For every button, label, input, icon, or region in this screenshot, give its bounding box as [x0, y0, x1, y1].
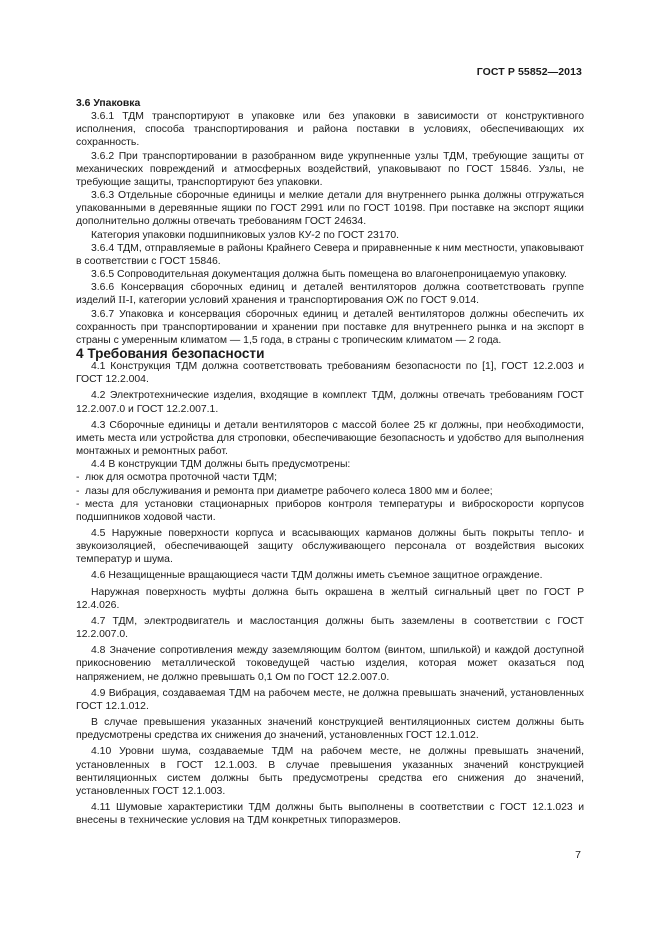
paragraph-4-11: 4.11 Шумовые характеристики ТДМ должны быть выполнены в соответствии с ГОСТ 12.1.023 и внесены в технические условия на ТДМ конкретных типоразмеров.	[76, 801, 584, 827]
paragraph-4-2: 4.2 Электротехнические изделия, входящие в комплект ТДМ, должны отвечать требованиям ГОСТ 12.2.007.0 и ГОСТ 12.2.007.1.	[76, 390, 584, 415]
paragraph-4-8: 4.8 Значение сопротивления между заземляющим болтом (винтом, шпилькой) и каждой доступной прикосновению металлической токоведущей частью изделия, которая может оказаться под напряжением, не должно превышать 0,1 Ом по ГОСТ 12.2.007.0.	[76, 645, 584, 683]
page-number: 7	[575, 849, 581, 861]
paragraph-3-6-7: 3.6.7 Упаковка и консервация сборочных единиц и деталей вентиляторов должны обеспечить их сохранность при транспортировании и хранении при поставке для внутреннего рынка и на экспорт в страны с умеренным климатом — 1,5 года, в страны с тропическим климатом — 2 года.	[76, 308, 584, 346]
list-marker: -	[76, 472, 80, 484]
paragraph-4-10: 4.10 Уровни шума, создаваемые ТДМ на рабочем месте, не должны превышать значений, установленных в ГОСТ 12.1.003. В случае превышения указанных значений конструкцией вентиляционных систем должны быть предусмотрены средства его снижения до значений, установленных ГОСТ 12.1.003.	[76, 746, 584, 797]
paragraph-4-4: 4.4 В конструкции ТДМ должны быть предусмотрены:	[91, 459, 351, 471]
list-marker: -	[76, 485, 80, 497]
list-item: - места для установки стационарных приборов контроля температуры и виброскорости корпусов подшипников ходовой части.	[76, 498, 584, 523]
paragraph-4-3: 4.3 Сборочные единицы и детали вентиляторов с массой более 25 кг должны, при необходимости, иметь места или устройства для строповки, обеспечивающие безопасность и удобство для выполнения монтажных и ремонтных работ.	[76, 419, 584, 458]
paragraph-4-7: 4.7 ТДМ, электродвигатель и маслостанция должны быть заземлены в соответствии с ГОСТ 12.2.007.0.	[76, 615, 584, 641]
list-item: - лазы для обслуживания и ремонта при диаметре рабочего колеса 1800 мм и более;	[76, 485, 493, 497]
page-content	[76, 97, 584, 827]
paragraph-3-6-4: 3.6.4 ТДМ, отправляемые в районы Крайнего Севера и приравненные к ним местности, упаковывают в соответствии с ГОСТ 15846.	[76, 242, 584, 267]
product-group-roman: II-I	[118, 294, 134, 307]
paragraph-4-5: 4.5 Наружные поверхности корпуса и всасывающих карманов должны быть покрыты тепло- и звукоизоляцией, обеспечивающей защиту обслуживающего персонала от воздействия высоких температур и шума.	[76, 528, 584, 566]
paragraph-3-6-3: 3.6.3 Отдельные сборочные единицы и мелкие детали для внутреннего рынка должны отгружаться упакованными в деревянные ящики по ГОСТ 2991 или по ГОСТ 10198. При поставке на экспорт ящики дополнительно должны отвечать требованиям ГОСТ 24634.	[76, 190, 584, 228]
paragraph-4-9: 4.9 Вибрация, создаваемая ТДМ на рабочем месте, не должна превышать значений, установленных ГОСТ 12.1.012.	[76, 687, 584, 712]
paragraph-3-6-2: 3.6.2 При транспортировании в разобранном виде укрупненные узлы ТДМ, требующие защиты от механических повреждений и атмосферных воздействий, упаковывают по ГОСТ 15846. Узлы, не требующие защиты, транспортируют без упаковки.	[76, 150, 584, 188]
paragraph-4-9-excess: В случае превышения указанных значений конструкцией вентиляционных систем должны быть предусмотрены средства их снижения до значений, установленных ГОСТ 12.1.012.	[76, 717, 584, 742]
paragraph-3-6-6-start: 3.6.6 Консервация сборочных единиц и деталей вентиляторов должна соответствовать группе изделий	[76, 282, 584, 307]
paragraph-3-6-6-end: , категории условий хранения и транспортирования ОЖ по ГОСТ 9.014.	[133, 295, 480, 307]
document-code: ГОСТ Р 55852—2013	[476, 66, 582, 78]
paragraph-3-6-5: 3.6.5 Сопроводительная документация должна быть помещена во влагонепроницаемую упаковку.	[91, 269, 567, 281]
section-title-4: 4 Требования безопасности	[76, 345, 265, 361]
paragraph-4-1: 4.1 Конструкция ТДМ должна соответствовать требованиям безопасности по [1], ГОСТ 12.2.003 и ГОСТ 12.2.004.	[76, 361, 584, 386]
paragraph-4-6-coupling: Наружная поверхность муфты должна быть окрашена в желтый сигнальный цвет по ГОСТ Р 12.4.026.	[76, 586, 584, 611]
list-item: - люк для осмотра проточной части ТДМ;	[76, 472, 277, 484]
paragraph-3-6-3-category: Категория упаковки подшипниковых узлов КУ-2 по ГОСТ 23170.	[91, 229, 400, 241]
safety-features-list	[76, 471, 584, 524]
subsection-title-3-6: 3.6 Упаковка	[76, 98, 141, 109]
paragraph-4-6: 4.6 Незащищенные вращающиеся части ТДМ должны иметь съемное защитное ограждение.	[91, 570, 543, 582]
paragraph-3-6-1: 3.6.1 ТДМ транспортируют в упаковке или без упаковки в зависимости от конструктивного исполнения, способа транспортирования и района поставки в условиях, обеспечивающих их сохранность.	[76, 111, 584, 149]
list-marker: -	[76, 498, 80, 510]
paragraph-3-6-6	[76, 281, 584, 307]
